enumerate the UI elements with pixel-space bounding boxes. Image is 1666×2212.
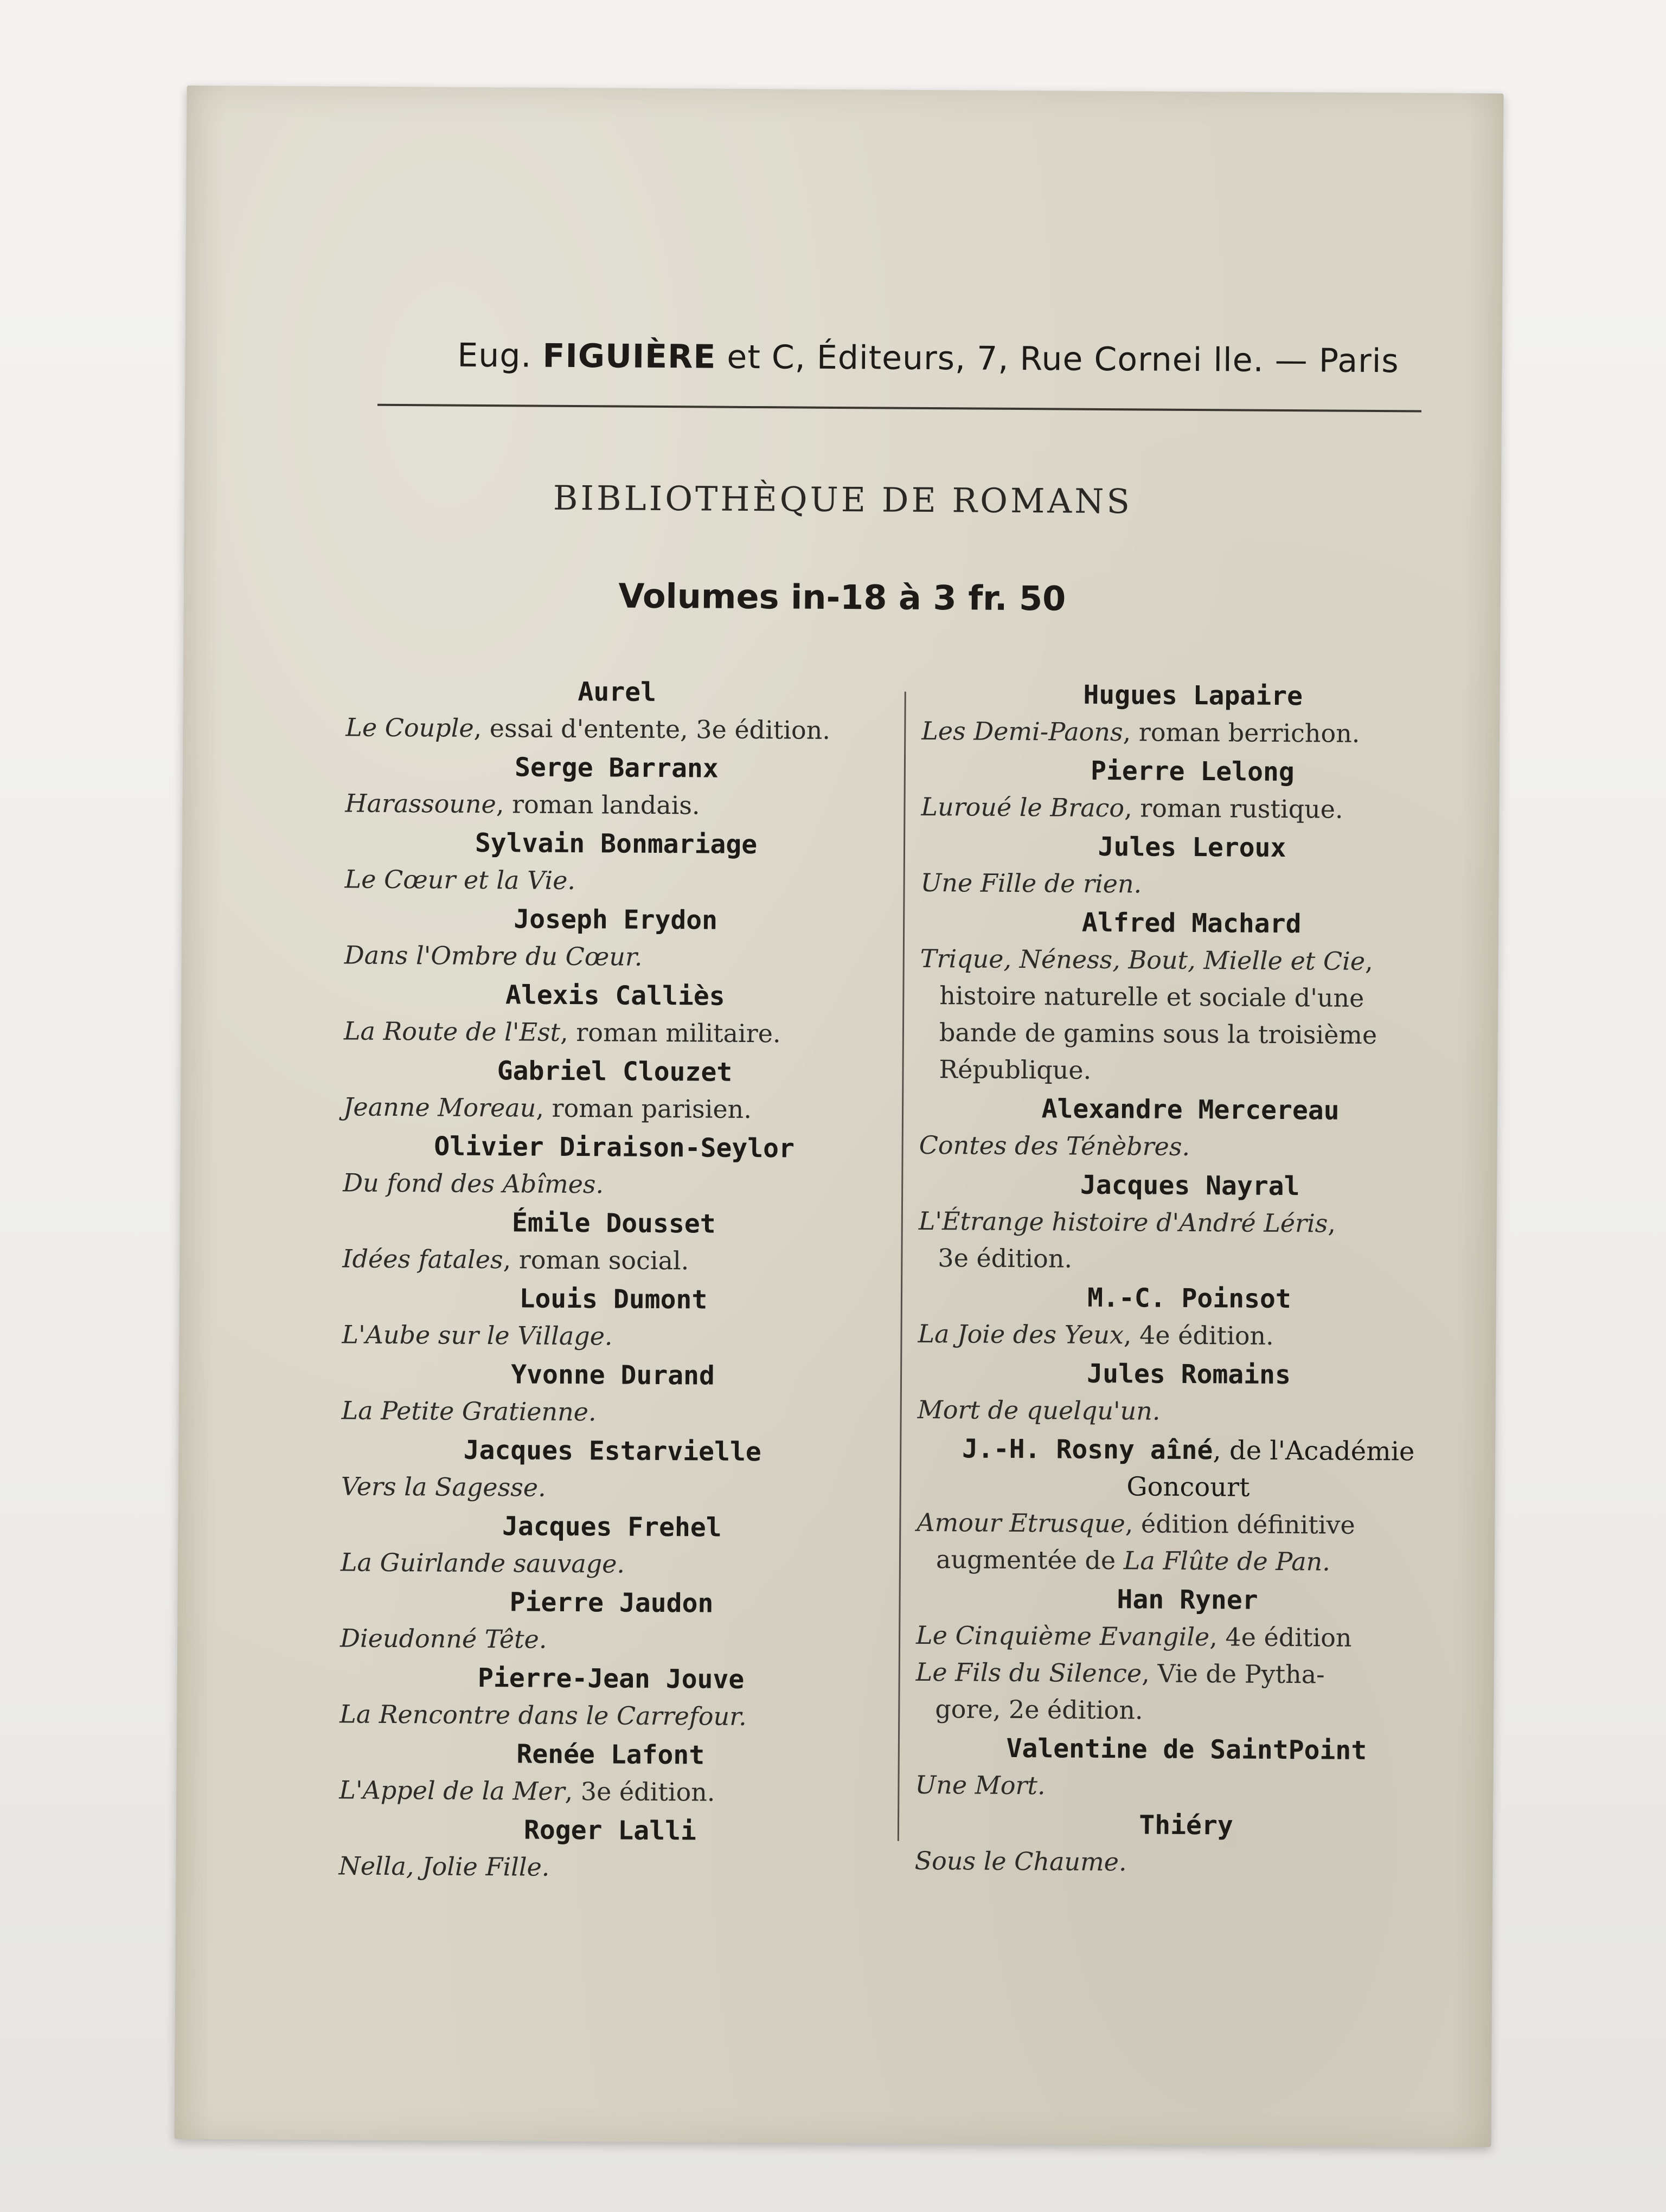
catalog-entry [340,1583,883,1660]
catalog-entry [342,1203,885,1280]
continuation-text: augmentée de [935,1545,1124,1576]
author-name: Alfred Machard [1081,907,1302,940]
title-italic: Harassoune [345,788,497,819]
catalog-entry [915,1729,1458,1806]
author-name: Jacques Frehel [502,1511,722,1543]
work-title [343,1164,885,1204]
author-name: M.-C. Poinsot [1087,1282,1291,1315]
title-italic: L'Aube sur le Village. [342,1320,613,1351]
author-name: Pierre-Jean Jouve [477,1662,745,1695]
work-title [340,1619,882,1660]
header-address: et C, Éditeurs, 7, Rue Cornei lle. — Paris [716,338,1399,381]
title-note: , roman parisien. [536,1093,752,1124]
work-title [919,940,1463,1091]
catalog-entry [914,1805,1457,1882]
author-name: Gabriel Clouzet [497,1056,733,1088]
title-italic: Idées fatales [342,1244,503,1275]
title-continuation [917,1541,1459,1581]
catalog-entry [344,824,887,901]
publisher-header [413,336,1443,381]
author-name: Jacques Nayral [1080,1169,1300,1202]
title-note: , roman berrichon. [1123,717,1360,748]
author-name: Aurel [578,677,657,708]
title-italic: Vers la Sagesse. [341,1471,546,1502]
author-name: Thiéry [1139,1810,1233,1841]
author-name: Louis Dumont [519,1283,708,1315]
work-title [339,1771,881,1811]
work-title [920,864,1463,904]
title-note: , [1364,946,1373,976]
title-italic: Le Cœur et la Vie. [344,864,576,896]
work-title [343,1088,886,1128]
title-italic: Dans l'Ombre du Cœur. [344,940,643,972]
title-italic: Sous le Chaume. [914,1846,1127,1877]
title-note: , roman militaire. [560,1017,781,1049]
author-name: Olivier Diraison-Seylor [434,1131,795,1164]
title-italic: Dieudonné Tête. [339,1623,547,1654]
title-italic: Le Couple [345,712,474,743]
title-italic: Trique, Néness, Bout, Mielle et Cie [920,943,1366,976]
title-italic: Le Fils du Silence [915,1657,1142,1688]
catalog-entry [921,751,1464,828]
title-italic: Contes des Ténèbres. [919,1130,1190,1161]
title-continuation: gore, 2e édition. [935,1694,1143,1725]
work-title [921,788,1463,828]
catalog-entry [338,1810,881,1887]
author-name: Serge Barranx [514,752,719,784]
title-italic: Luroué le Braco [921,792,1125,823]
author-affiliation-line2: Goncourt [1126,1471,1250,1503]
catalog-entry [921,676,1464,753]
catalog-entry [344,899,887,976]
catalog-entry [341,1431,884,1508]
work-title [917,1504,1459,1581]
title-note: , essai d'entente, 3e édition. [473,713,831,745]
work-title [914,1842,1457,1882]
header-rule [377,404,1421,413]
work-title [919,1127,1461,1167]
work-title [342,1240,885,1280]
title-italic: Le Cinquième Evangile [915,1620,1210,1652]
work-title [345,785,887,825]
work-title [338,1847,881,1887]
catalog-entry [919,1090,1462,1167]
title-note: , roman rustique. [1124,793,1343,824]
title-note: , édition définitive [1125,1509,1355,1540]
title-italic: Les Demi-Paons [921,716,1123,747]
continuation-title: La Flûte de Pan. [1123,1546,1331,1577]
author-name [917,1430,1460,1507]
title-note: , roman social. [503,1245,689,1276]
title-italic: L'Étrange histoire d'André Léris [918,1206,1328,1238]
catalog-entry [344,975,887,1052]
author-affiliation: , de l'Académie [1213,1435,1415,1467]
title-italic: L'Appel de la Mer [339,1775,565,1806]
title-italic: Du fond des Abîmes. [343,1168,604,1199]
catalog-entry [345,672,888,749]
author-name: Roger Lalli [523,1815,697,1847]
work-title [917,1391,1459,1431]
author-name: Renée Lafont [516,1739,705,1771]
right-column [914,676,1464,1885]
author-name-main: J.-H. Rosny aîné [962,1433,1213,1466]
work-title [344,1012,886,1052]
work-title [916,1617,1458,1657]
title-note: , roman landais. [496,789,700,820]
catalog-entry [918,1166,1461,1279]
catalog-entry [917,1354,1460,1431]
work-title [921,712,1464,753]
work-title [918,1203,1461,1279]
title-italic: La Guirlande sauvage. [340,1547,625,1579]
author-name: Jacques Estarvielle [463,1435,761,1468]
title-italic: Une Mort. [915,1770,1046,1801]
title-italic: Nella, Jolie Fille. [338,1851,550,1882]
catalog-entry [341,1355,884,1432]
publisher-name: FIGUIÈRE [542,337,716,376]
author-name: Han Ryner [1117,1584,1258,1616]
author-name: Alexis Calliès [505,980,725,1012]
work-title [339,1695,882,1735]
title-continuation: République. [939,1054,1092,1085]
title-continuation: 3e édition. [938,1243,1073,1274]
author-name: Jules Romains [1087,1358,1291,1391]
author-name: Alexandre Mercereau [1041,1094,1340,1126]
title-note: , 4e édition. [1123,1320,1274,1351]
title-note: , 3e édition. [565,1776,715,1807]
column-divider [898,692,906,1841]
catalog-entry [345,748,888,825]
series-title: BIBLIOTHÈQUE DE ROMANS [553,478,1133,522]
catalog-entry [342,1279,885,1356]
author-name: Émile Dousset [511,1207,716,1239]
title-italic: Mort de quelqu'un. [917,1394,1161,1426]
title-italic: La Route de l'Est [343,1016,561,1047]
catalog-entry [339,1734,882,1811]
work-title [344,860,887,901]
author-name: Hugues Lapaire [1083,679,1303,712]
left-column [338,672,888,1889]
catalog-entry [339,1658,882,1735]
catalog-entry [341,1507,883,1584]
title-continuation: histoire naturelle et sociale d'une [939,981,1364,1013]
work-title [345,709,888,749]
title-italic: Amour Etrusque [917,1507,1125,1539]
author-name: Jules Leroux [1098,831,1286,864]
book-back-cover [174,86,1503,2147]
title-italic: La Joie des Yeux [918,1319,1124,1350]
work-title [342,1316,884,1356]
catalog-entry [920,827,1463,904]
catalog-entry [917,1430,1460,1581]
work-title [915,1654,1458,1731]
volumes-price-line: Volumes in-18 à 3 fr. 50 [618,576,1066,619]
work-title [341,1544,883,1584]
author-name: Yvonne Durand [511,1359,715,1391]
author-name: Joseph Erydon [514,904,718,936]
title-italic: La Rencontre dans le Carrefour. [339,1699,747,1731]
author-name: Pierre Jaudon [509,1587,714,1619]
title-italic: Jeanne Moreau [343,1092,536,1123]
work-title [341,1392,883,1432]
catalog-entry [919,903,1463,1091]
title-note: , [1328,1208,1336,1238]
catalog-entry [343,1127,886,1204]
author-name: Pierre Lelong [1090,755,1295,788]
catalog-entry [343,1051,886,1128]
title-italic: Une Fille de rien. [920,867,1142,899]
work-title [918,1315,1460,1355]
header-prefix: Eug. [457,336,543,375]
title-continuation: bande de gamins sous la troisième [939,1018,1377,1050]
catalog-entry [918,1278,1460,1355]
work-title [344,936,887,976]
work-title [915,1766,1457,1806]
author-name: Sylvain Bonmariage [475,827,758,860]
work-title [341,1468,883,1508]
title-note: , Vie de Pytha- [1142,1658,1325,1689]
catalog-entry [915,1580,1459,1731]
title-italic: La Petite Gratienne. [341,1396,597,1427]
author-name: Valentine de SaintPoint [1006,1733,1367,1766]
title-note: , 4e édition [1209,1622,1352,1652]
